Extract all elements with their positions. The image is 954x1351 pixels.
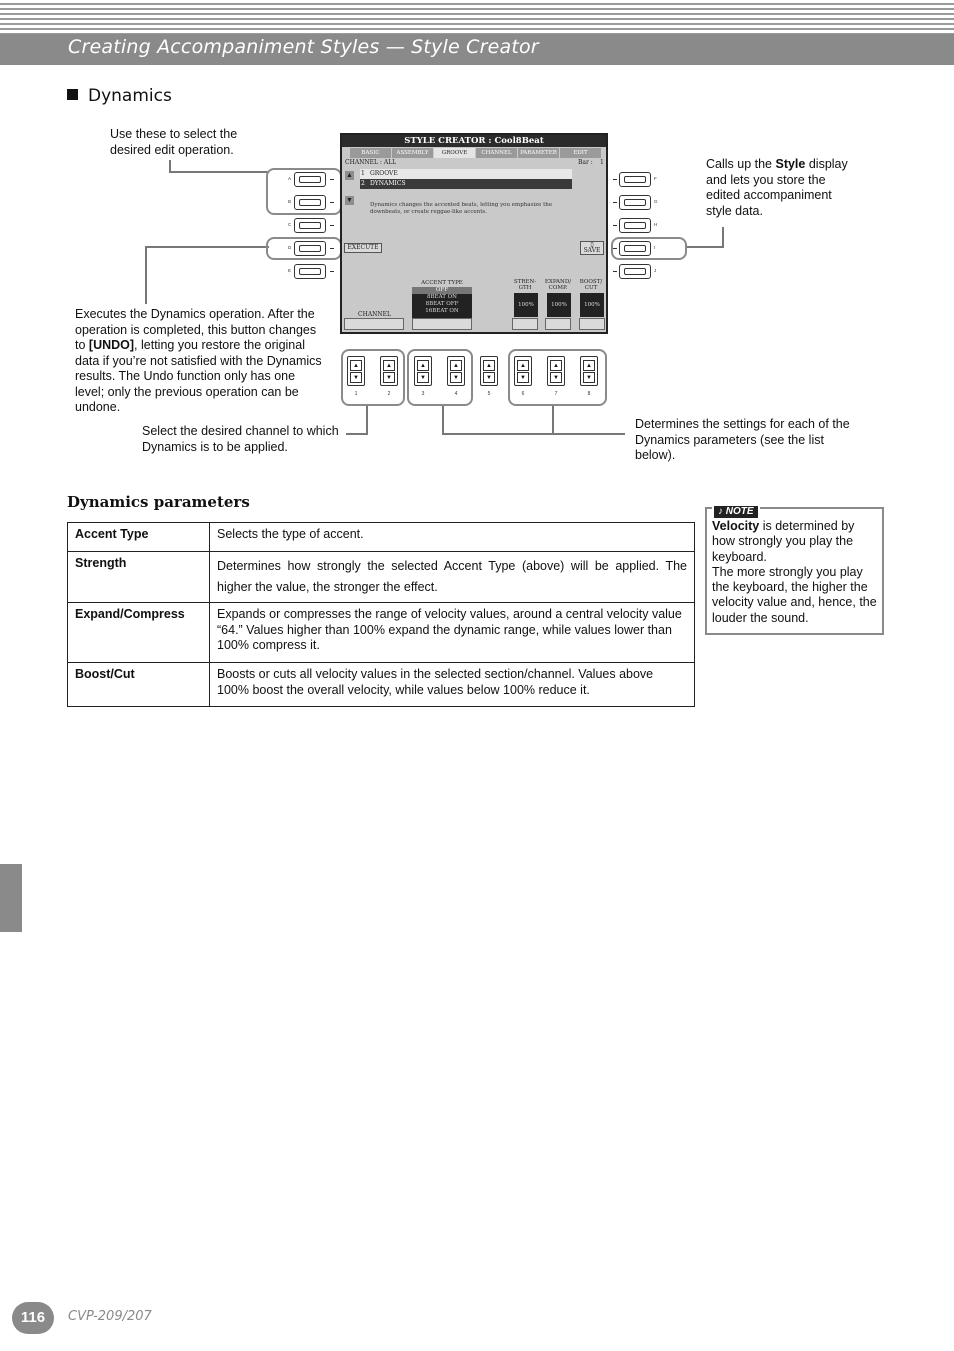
tick-mark: [613, 271, 617, 272]
tick-mark: [613, 248, 617, 249]
up-arrow-icon: ▲: [483, 360, 495, 371]
down-arrow-icon: ▼: [417, 372, 429, 383]
down-arrow-icon: ▼: [383, 372, 395, 383]
button-8[interactable]: [580, 356, 598, 386]
key-label: C: [288, 222, 292, 227]
tab-edit[interactable]: EDIT: [560, 148, 602, 158]
up-arrow-icon: ▲: [583, 360, 595, 371]
tick-mark: [330, 248, 334, 249]
button-c[interactable]: [294, 218, 326, 233]
strength-updown[interactable]: [512, 318, 538, 330]
tab-groove[interactable]: GROOVE: [434, 148, 476, 158]
button-d[interactable]: [294, 241, 326, 256]
param-desc: Determines how strongly the selected Accent Type (above) will be applied. The higher the value, the stronger the effect.: [210, 552, 695, 603]
scroll-up-icon[interactable]: ▲: [346, 172, 353, 179]
button-2[interactable]: [380, 356, 398, 386]
button-f[interactable]: [619, 172, 651, 187]
callout-style-display: Calls up the Style display and lets you store the edited accompaniment style data.: [706, 157, 848, 218]
lcd-bar-label: Bar :: [578, 159, 593, 166]
button-e[interactable]: [294, 264, 326, 279]
lcd-screen: [340, 133, 608, 334]
page-number: 116: [12, 1302, 54, 1334]
section-heading: [67, 86, 172, 106]
button-b[interactable]: [294, 195, 326, 210]
key-label: E: [288, 268, 292, 273]
scroll-down-icon[interactable]: ▼: [346, 197, 353, 204]
key-number: 4: [454, 391, 458, 397]
key-number: 7: [554, 391, 558, 397]
callout-channel: Select the desired channel to which Dynamics is to be applied.: [142, 424, 339, 454]
table-row: [68, 523, 695, 552]
channel-updown[interactable]: [344, 318, 404, 330]
leader-line: [169, 171, 269, 173]
page-title: Creating Accompaniment Styles — Style Creator: [68, 36, 539, 58]
params-heading: Dynamics parameters: [67, 493, 250, 511]
key-number: 1: [354, 391, 358, 397]
lcd-tabs: [350, 148, 602, 158]
param-name: Accent Type: [68, 523, 210, 552]
key-number: 3: [421, 391, 425, 397]
key-label: G: [654, 199, 658, 204]
down-arrow-icon: ▼: [550, 372, 562, 383]
key-number: 8: [587, 391, 591, 397]
accent-option[interactable]: 16BEAT ON: [425, 308, 459, 314]
accent-option[interactable]: 8BEAT ON: [427, 294, 457, 300]
param-name: Expand/Compress: [68, 603, 210, 663]
save-button[interactable]: ▯ SAVE: [580, 241, 604, 255]
callout-execute: Executes the Dynamics operation. After the operation is completed, this button changes to [UNDO], letting you restore the original data if you’re not satisfied with the Dynamics results. The Undo function only has one level; only the previous operation can be undone.: [75, 307, 322, 414]
square-bullet-icon: [67, 89, 78, 100]
key-label: A: [288, 176, 292, 181]
params-table: [67, 522, 695, 707]
key-number: 5: [487, 391, 491, 397]
note-icon: ♪ NOTE: [714, 506, 758, 518]
lcd-channel-label: CHANNEL : ALL: [345, 159, 397, 166]
list-item-groove[interactable]: 1 GROOVE: [360, 169, 572, 179]
leader-line: [552, 405, 554, 435]
tick-mark: [330, 179, 334, 180]
button-7[interactable]: [547, 356, 565, 386]
param-name: Strength: [68, 552, 210, 603]
accent-type-list: [412, 287, 472, 318]
key-label: I: [654, 245, 656, 250]
callout-params: Determines the settings for each of the Dynamics parameters (see the list below).: [635, 417, 850, 462]
lcd-channel-footer: CHANNEL: [358, 311, 392, 318]
tab-parameter[interactable]: PARAMETER: [518, 148, 560, 158]
button-3[interactable]: [414, 356, 432, 386]
key-label: H: [654, 222, 658, 227]
tick-mark: [330, 225, 334, 226]
leader-line: [366, 405, 368, 435]
boost-label: BOOST/ CUT: [579, 279, 603, 291]
key-label: F: [654, 176, 657, 181]
leader-line: [442, 405, 444, 435]
button-1[interactable]: [347, 356, 365, 386]
tick-mark: [613, 202, 617, 203]
down-arrow-icon: ▼: [517, 372, 529, 383]
leader-line: [145, 246, 147, 304]
boost-updown[interactable]: [579, 318, 605, 330]
button-h[interactable]: [619, 218, 651, 233]
down-arrow-icon: ▼: [350, 372, 362, 383]
list-item-dynamics[interactable]: 2 DYNAMICS: [360, 179, 572, 189]
leader-line: [722, 227, 724, 248]
param-desc: Selects the type of accent.: [210, 523, 695, 552]
key-label: J: [654, 268, 657, 273]
note-tag: [712, 501, 760, 519]
expand-updown[interactable]: [545, 318, 571, 330]
leader-line: [145, 246, 269, 248]
boost-value: 100%: [580, 293, 604, 317]
button-i[interactable]: [619, 241, 651, 256]
tick-mark: [330, 202, 334, 203]
tab-channel[interactable]: CHANNEL: [476, 148, 518, 158]
button-a[interactable]: [294, 172, 326, 187]
leader-line: [442, 433, 625, 435]
button-5[interactable]: [480, 356, 498, 386]
up-arrow-icon: ▲: [417, 360, 429, 371]
accent-option[interactable]: 8BEAT OFF: [425, 301, 459, 307]
lcd-description: Dynamics changes the accented beats, letting you emphasize the downbeats, or create reggae-like accents.: [370, 202, 553, 215]
down-arrow-icon: ▼: [583, 372, 595, 383]
expand-value: 100%: [547, 293, 571, 317]
execute-button[interactable]: EXECUTE: [344, 243, 382, 253]
tick-mark: [330, 271, 334, 272]
leader-line: [346, 433, 368, 435]
key-label: D: [288, 245, 292, 250]
param-name: Boost/Cut: [68, 663, 210, 707]
button-g[interactable]: [619, 195, 651, 210]
lcd-title: STYLE CREATOR : Cool8Beat: [342, 135, 606, 147]
model-name: CVP-209/207: [68, 1309, 152, 1324]
lcd-bar-value: 1: [600, 159, 604, 166]
accent-updown[interactable]: [412, 318, 472, 330]
callout-select-edit: Use these to select the desired edit operation.: [110, 127, 238, 157]
up-arrow-icon: ▲: [517, 360, 529, 371]
expand-label: EXPAND/ COMP.: [544, 279, 572, 291]
key-number: 2: [387, 391, 391, 397]
tick-mark: [613, 179, 617, 180]
up-arrow-icon: ▲: [550, 360, 562, 371]
header-stripes: [0, 0, 954, 38]
tab-assembly[interactable]: ASSEMBLY: [392, 148, 434, 158]
key-number: 6: [521, 391, 525, 397]
leader-line: [685, 246, 724, 248]
side-tab: [0, 864, 22, 932]
table-row: [68, 552, 695, 603]
down-arrow-icon: ▼: [483, 372, 495, 383]
tab-basic[interactable]: BASIC: [350, 148, 392, 158]
button-4[interactable]: [447, 356, 465, 386]
tick-mark: [613, 225, 617, 226]
lcd-operation-list: [360, 169, 572, 189]
param-desc: Expands or compresses the range of velocity values, around a central velocity value “64.” Values higher than 100% expand the dynamic range, while values lower than 100% compress it.: [210, 603, 695, 663]
accent-option-selected[interactable]: OFF: [412, 287, 472, 294]
table-row: [68, 603, 695, 663]
table-row: [68, 663, 695, 707]
param-desc: Boosts or cuts all velocity values in the selected section/channel. Values above 100% boost the overall velocity, while values below 100% reduce it.: [210, 663, 695, 707]
up-arrow-icon: ▲: [350, 360, 362, 371]
strength-label: STREN-GTH: [513, 279, 537, 291]
down-arrow-icon: ▼: [450, 372, 462, 383]
strength-value: 100%: [514, 293, 538, 317]
button-6[interactable]: [514, 356, 532, 386]
button-j[interactable]: [619, 264, 651, 279]
note-text: Velocity is determined by how strongly you play the keyboard. The more strongly you play the keyboard, the higher the velocity value and, hence, the louder the sound.: [712, 519, 877, 625]
up-arrow-icon: ▲: [450, 360, 462, 371]
up-arrow-icon: ▲: [383, 360, 395, 371]
section-title: Dynamics: [88, 86, 172, 106]
key-label: B: [288, 199, 292, 204]
accent-type-label: ACCENT TYPE: [421, 280, 463, 286]
